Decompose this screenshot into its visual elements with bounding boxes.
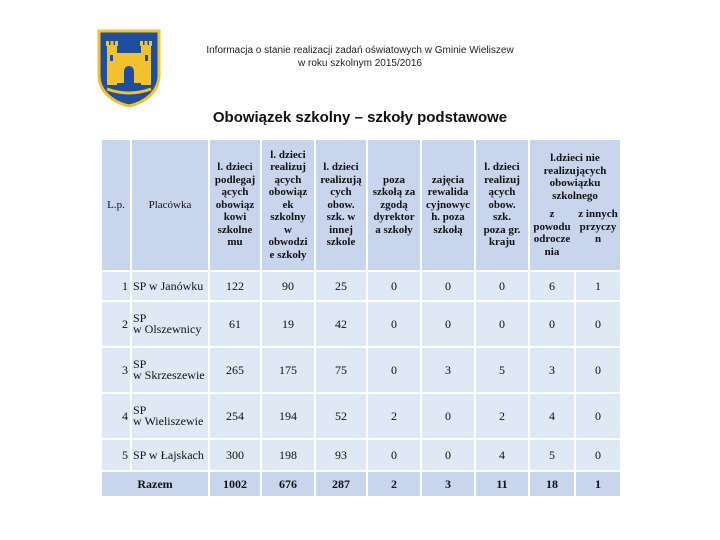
compulsory-schooling-table [100,138,622,498]
col-header-c1: l. dzieci podlegaj ących obowiąz kowi szkolne mu [209,139,261,271]
row-lp: 1 [101,271,131,301]
cell: 265 [209,347,261,393]
cell: 5 [529,439,575,471]
cell: 6 [529,271,575,301]
row-school-name: SP w Olszewnicy [131,301,209,347]
cell: 42 [315,301,367,347]
cell: 0 [575,439,621,471]
cell: 1 [575,271,621,301]
cell: 0 [421,439,475,471]
cell: 0 [367,439,421,471]
col-header-placowka: Placówka [131,139,209,271]
total-cell: 287 [315,471,367,497]
cell: 198 [261,439,315,471]
cell: 5 [475,347,529,393]
cell: 0 [575,347,621,393]
cell: 3 [529,347,575,393]
cell: 3 [421,347,475,393]
total-label: Razem [101,471,209,497]
cell: 0 [421,271,475,301]
table-row [101,301,621,347]
col-header-c7: l.dzieci nie realizujących obowiązku szkolnego z powodu odrocze nia z innych przyczy n [529,139,621,271]
total-cell: 1002 [209,471,261,497]
row-school-name: SP w Janówku [131,271,209,301]
total-cell: 2 [367,471,421,497]
cell: 0 [575,393,621,439]
gmina-crest-icon [97,29,161,107]
col-header-c7b: z innych przyczy n [578,208,618,245]
total-cell: 1 [575,471,621,497]
page-title: Obowiązek szkolny – szkoły podstawowe [212,109,508,126]
cell: 0 [367,301,421,347]
cell: 300 [209,439,261,471]
cell: 93 [315,439,367,471]
col-header-lp: L.p. [101,139,131,271]
table-row [101,393,621,439]
total-cell: 18 [529,471,575,497]
cell: 0 [367,347,421,393]
table-header-row [101,139,621,271]
cell: 0 [575,301,621,347]
col-header-c4: poza szkołą za zgodą dyrektor a szkoły [367,139,421,271]
table-row [101,347,621,393]
total-cell: 3 [421,471,475,497]
cell: 4 [529,393,575,439]
cell: 75 [315,347,367,393]
col-header-c6: l. dzieci realizuj ących obow. szk. poza gr. kraju [475,139,529,271]
row-school-name: SP w Łajskach [131,439,209,471]
cell: 4 [475,439,529,471]
row-lp: 3 [101,347,131,393]
col-header-c2: l. dzieci realizuj ących obowiąz ek szkolny w obwodzi e szkoły [261,139,315,271]
total-cell: 676 [261,471,315,497]
cell: 0 [475,301,529,347]
total-cell: 11 [475,471,529,497]
row-school-name: SP w Wieliszewie [131,393,209,439]
cell: 0 [421,393,475,439]
col-header-c3: l. dzieci realizują cych obow. szk. w innej szkole [315,139,367,271]
table-row [101,439,621,471]
cell: 0 [367,271,421,301]
row-school-name: SP w Skrzeszewie [131,347,209,393]
cell: 2 [367,393,421,439]
header-line-2: w roku szkolnym 2015/2016 [298,58,422,69]
cell: 254 [209,393,261,439]
row-lp: 4 [101,393,131,439]
cell: 90 [261,271,315,301]
cell: 175 [261,347,315,393]
cell: 52 [315,393,367,439]
header-line-1: Informacja o stanie realizacji zadań oświatowych w Gminie Wieliszew [206,45,514,56]
cell: 19 [261,301,315,347]
cell: 25 [315,271,367,301]
total-row [101,471,621,497]
cell: 0 [421,301,475,347]
cell: 0 [475,271,529,301]
cell: 122 [209,271,261,301]
cell: 2 [475,393,529,439]
col-header-c5: zajęcia rewalida cyjnowyc h. poza szkołą [421,139,475,271]
cell: 194 [261,393,315,439]
table-row [101,271,621,301]
report-header [160,44,560,70]
cell: 0 [529,301,575,347]
cell: 61 [209,301,261,347]
row-lp: 5 [101,439,131,471]
col-header-c7a: z powodu odrocze nia [533,208,571,258]
row-lp: 2 [101,301,131,347]
